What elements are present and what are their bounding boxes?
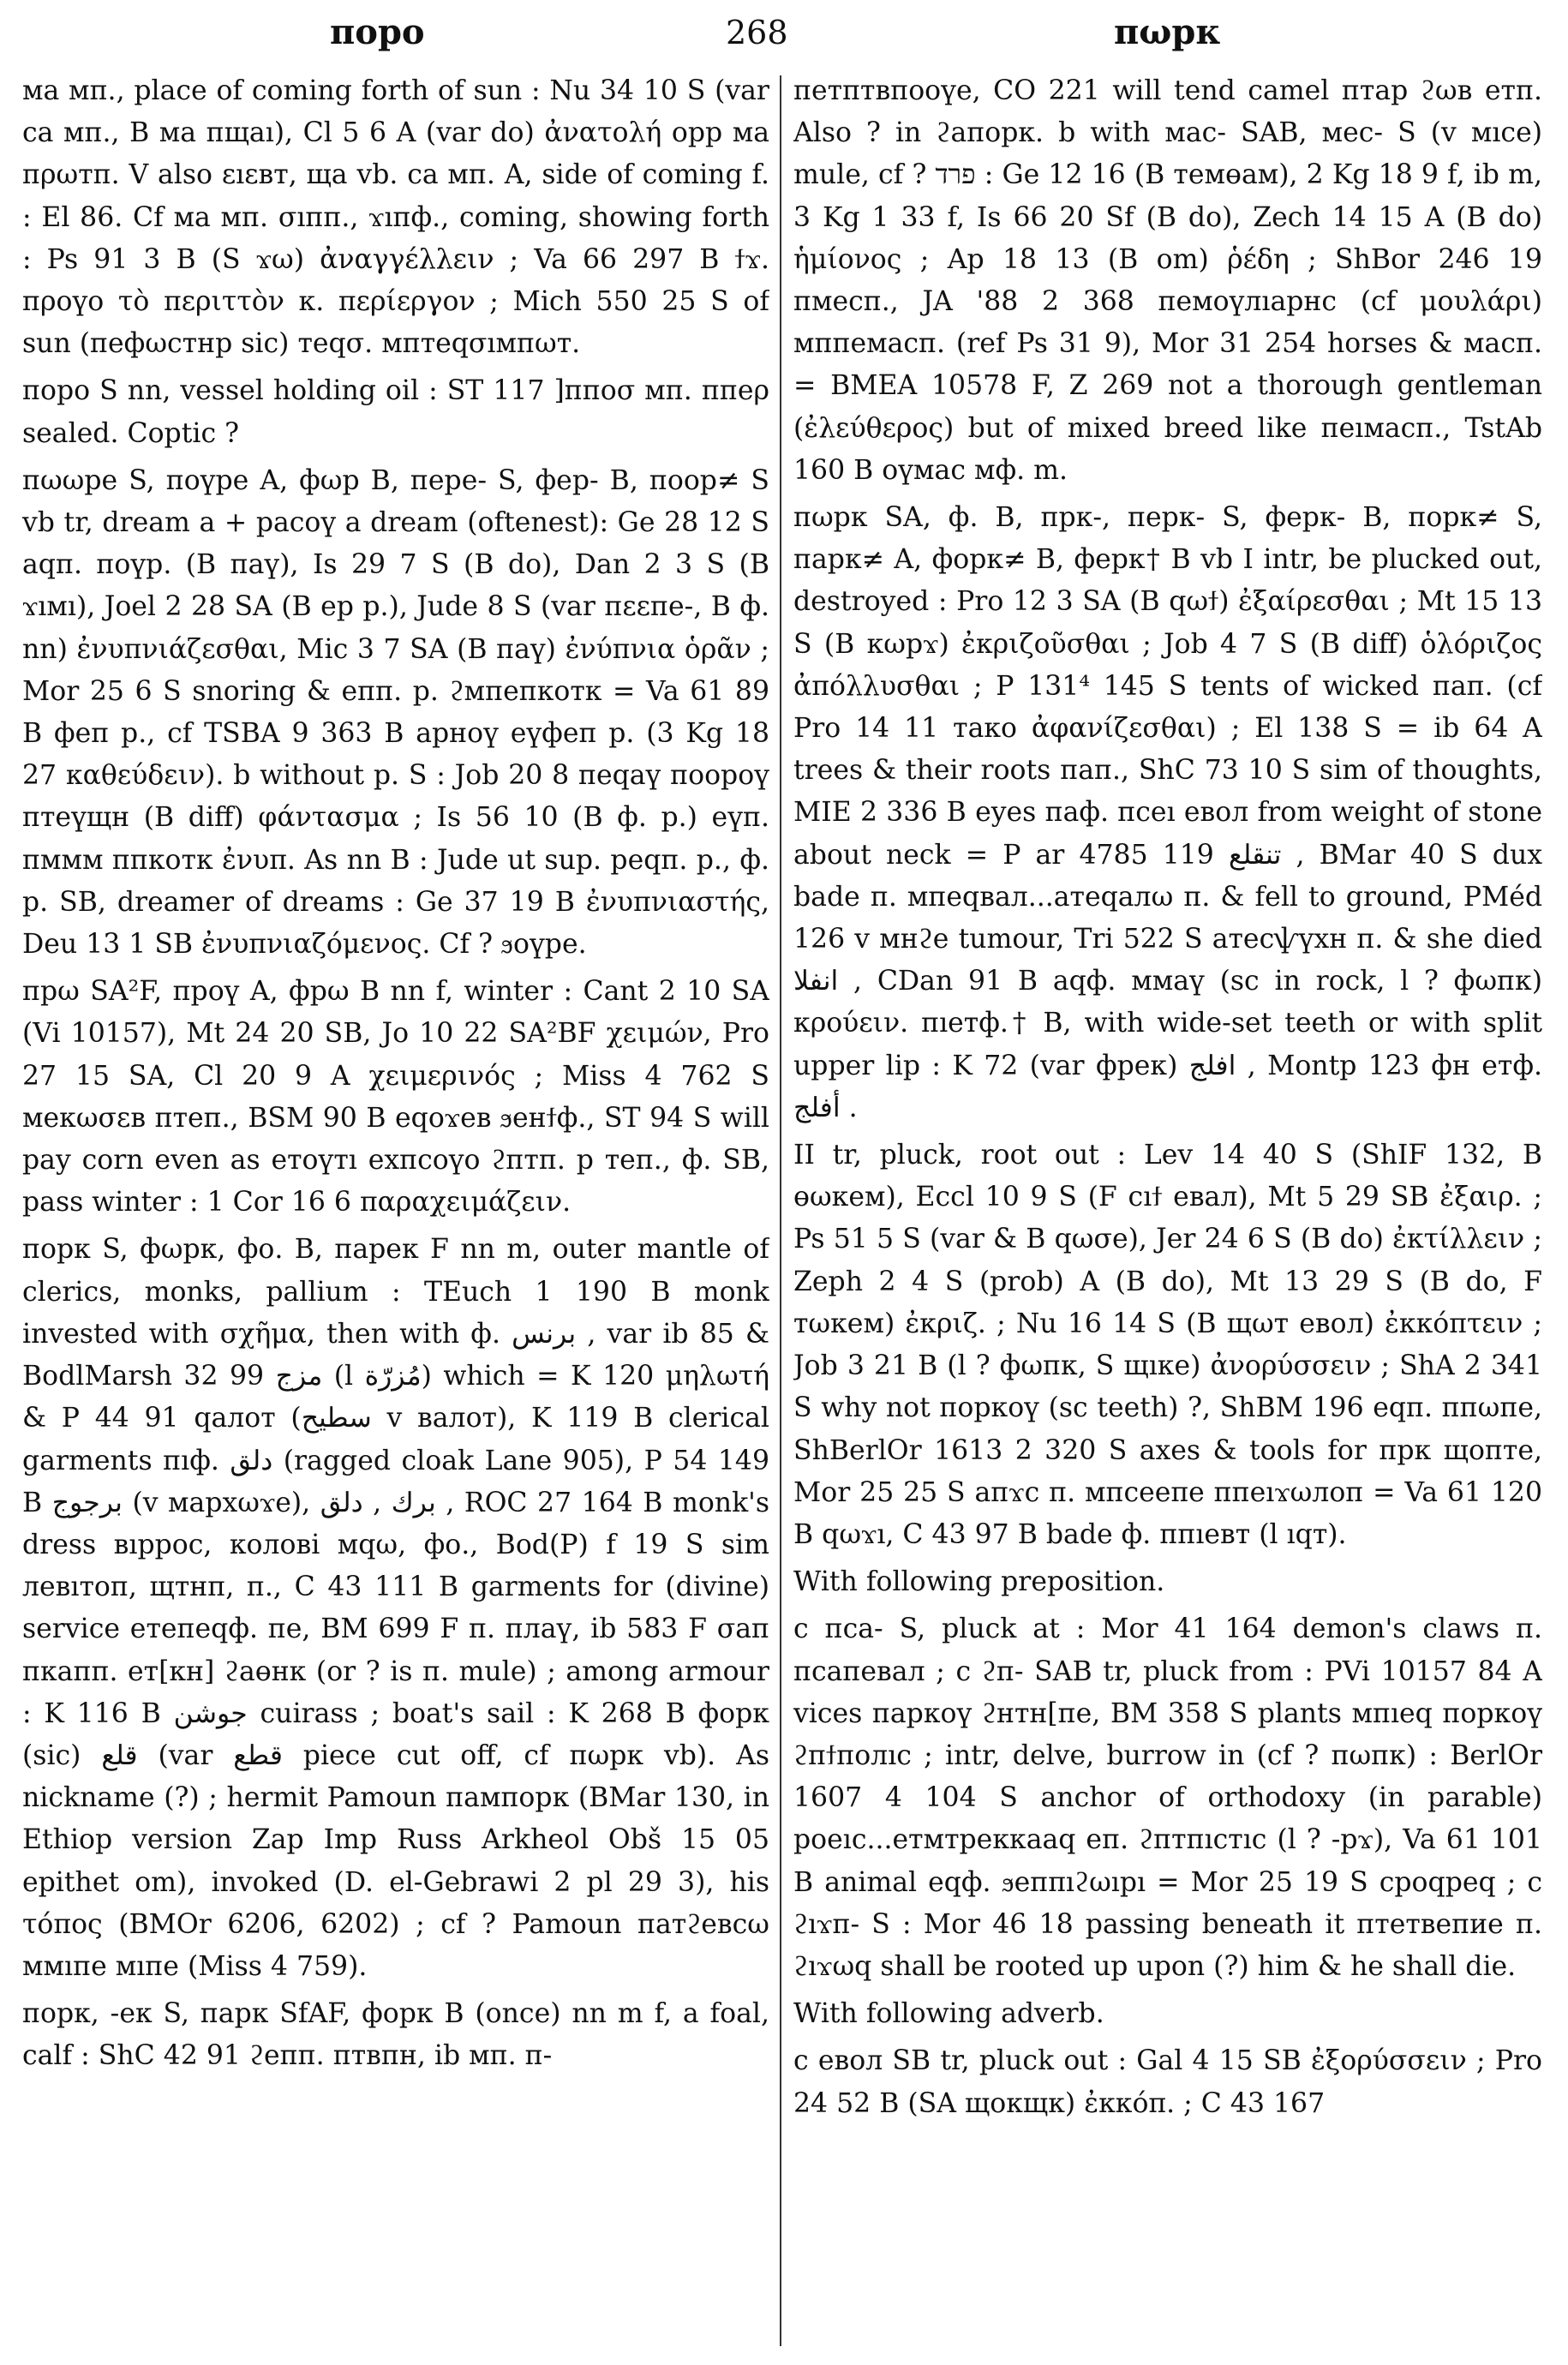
entry-paragraph: пωрк SA, ф. B, прк-, перк- S, ферк- B, порк≠ S, парк≠ A, форк≠ B, ферк† B vb I intr, be plucked out, destroyed : Pro 12 3 SA (B qωϯ) ἐξαίρεσθαι ; Mt 15 13 S (B кωрϫ) ἐκριζοῦσθαι ; Job 4 7 S (B diff) ὁλόριζος ἀπόλλυσθαι ; P 131⁴ 145 S tents of wicked пап. (cf Pro 14 11 тако ἀφανίζεσθαι) ; El 138 S = ib 64 A trees & their roots пап., ShC 73 10 S sim of thoughts, MIE 2 336 B eyes паф. псеı евол from weight of stone about neck = P ar 4785 119 تنقلع , BMar 40 S dux bade п. мпеqвал...атеqалω п. & fell to ground, PMéd 126 v мнϩе tumour, Tri 522 S атесѱүхн п. & she died انفلا , CDan 91 B аqф. ммаү (sc in rock, l ? фωпк) κρούειν. пıетф.† B, with wide-set teeth or with split upper lip : K 72 (var фрек) افلج , Montp 123 фн етф. أفلج . — [793, 502, 1542, 1123]
entry-paragraph: With following adverb. — [793, 1998, 1104, 2030]
right-column — [793, 70, 1542, 2356]
page-number: 268 — [726, 14, 788, 51]
entry-paragraph: поро S nn, vessel holding oil : ST 117 ]ппоσ мп. ппеρ sealed. Coptic ? — [22, 375, 769, 449]
entry-paragraph: порк, -ек S, парк SfAF, форк B (once) nn m f, a foal, calf : ShC 42 91 ϩепп. птвпн, ib мп. п- — [22, 1998, 769, 2072]
entry-paragraph: порк S, фωрк, фо. B, парек F nn m, outer mantle of clerics, monks, pallium : TEuch 1 190 B monk invested with σχῆμα, then with ф. برنس , var ib 85 & BodlMarsh 32 99 مزج (l مُزرّة) which = K 120 μηλωτή & P 44 91 qалот (سطيح v валот), K 119 B clerical garments пıф. دلق (ragged cloak Lane 905), P 54 149 B برجوج (v мархωϫе), برك , دلق , ROC 27 164 B monk's dress вıррос, колові мqω, фо., Bod(P) f 19 S sim левıтоп, щтнп, п., C 43 111 B garments for (divine) service етепеqф. пе, BM 699 F п. плаү, ib 583 F σап пкапп. ет[кн] ϩаөнк (or ? is п. mule) ; among armour : K 116 B جوشن cuirass ; boat's sail : K 268 B форк (sic) قلع (var قطع piece cut off, cf пωрк vb). As nickname (?) ; hermit Pamoun пампорк (BMar 130, in Ethiop version Zap Imp Russ Arkheol Obš 15 05 epithet om), invoked (D. el-Gebrawi 2 pl 29 3), his τόπος (BMOr 6206, 6202) ; cf ? Pamoun патϩевсω ммıпе мıпе (Miss 4 759). — [22, 1234, 769, 1982]
running-head-right: пωрк — [1114, 12, 1221, 52]
entry-paragraph: II tr, pluck, root out : Lev 14 40 S (ShIF 132, B өωкем), Eccl 10 9 S (F сıϯ евал), Mt 5 29 SB ἐξαιρ. ; Ps 51 5 S (var & B qωσе), Jer 24 6 S (B do) ἐκτίλλειν ; Zeph 2 4 S (prob) A (B do), Mt 13 29 S (B do, F тωкем) ἐκριζ. ; Nu 16 14 S (B щωт евол) ἐκκόπτειν ; Job 3 21 B (l ? фωпк, S щıке) ἀνορύσσειν ; ShA 2 341 S why not поркоү (sc teeth) ?, ShBM 196 еqп. ппωпе, ShBerlOr 1613 2 320 S axes & tools for прк щопте, Mor 25 25 S апϫс п. мпсееπе ппеıϫωлоп = Va 61 120 B qωϫı, C 43 97 B bade ф. ппıевт (l ıqт). — [793, 1140, 1542, 1550]
entry-paragraph: пωωре S, поүре A, фωр B, пере- S, фер- B, поор≠ S vb tr, dream a + расоү a dream (oftenest): Ge 28 12 S аqп. поүр. (B паү), Is 29 7 S (B do), Dan 2 3 S (B ϫıмı), Joel 2 28 SA (B ер р.), Jude 8 S (var пεεпе-, B ф. nn) ἐνυπνιάζεσθαι, Mic 3 7 SA (B паү) ἐνύπνια ὁρᾶν ; Mor 25 6 S snoring & епп. р. ϩмпепкотк = Va 61 89 B феп р., cf TSBA 9 363 B арноү еүфеп р. (3 Kg 18 27 καθεύδειν). b without р. S : Job 20 8 пеqаү поороү птеүщн (B diff) φάντασμα ; Is 56 10 (B ф. р.) еүп. пммм ппкотк ἐνυπ. As nn B : Jude ut sup. реqп. р., ф. р. SB, dreamer of dreams : Ge 37 19 B ἐνυπνιαστής, Deu 13 1 SB ἐνυπνιαζόμενος. Cf ? ϧоүре. — [22, 464, 769, 961]
entry-paragraph: With following preposition. — [793, 1566, 1165, 1598]
entry-paragraph: с пса- S, pluck at : Mor 41 164 demon's claws п. псапевал ; с ϩп- SAB tr, pluck from : PVi 10157 84 A vices паркоү ϩнтн[пе, BM 358 S plants мпıеq поркоү ϩпϯполıс ; intr, delve, burrow in (cf ? пωпк) : BerlOr 1607 4 104 S anchor of orthodoxy (in parable) роеıс...етмтреккааq еп. ϩптпıстıс (l ? -рϫ), Va 61 101 B animal еqф. ϧепπıϩωıрı = Mor 25 19 S сроqреq ; с ϩıϫп- S : Mor 46 18 passing beneath it птетвепие п. ϩıϫωq shall be rooted up upon (?) him & he shall die. — [793, 1614, 1542, 1982]
entry-paragraph: петптвпооүе, CO 221 will tend camel птар ϩωв етп. Also ? in ϩапорк. b with мас- SAB, мес- S (v мıсе) mule, cf ? פרד : Ge 12 16 (B темөам), 2 Kg 18 9 f, ib m, 3 Kg 1 33 f, Is 66 20 Sf (B do), Zech 14 15 A (B do) ἡμίονος ; Ap 18 13 (B om) ῥέδη ; ShBor 246 19 пмесп., JA '88 2 368 пемоүлıарнс (cf μουλάρι) мппемасп. (ref Ps 31 9), Mor 31 254 horses & масп. = BMEA 10578 F, Z 269 not a thorough gentleman (ἐλεύθερος) but of mixed breed like пеıмасп., TstAb 160 B оүмас мф. m. — [793, 75, 1542, 486]
left-column — [22, 70, 769, 2356]
entry-paragraph: ма мп., place of coming forth of sun : Nu 34 10 S (var са мп., B ма пщаı), Cl 5 6 A (var do) ἀνατολή opp ма пρωтп. V also εıεвт, ща vb. са мп. A, side of coming f. : El 86. Cf ма мп. σıпп., ϫıпф., coming, showing forth : Ps 91 3 B (S ϫω) ἀναγγέλλειν ; Va 66 297 B ϯϫ. пρоүо τὸ περιττὸν κ. περίεργον ; Mich 550 25 S of sun (пефωстнр sic) теqσ. мптеqσıмпωт. — [22, 75, 769, 360]
entry-paragraph: прω SA²F, проү A, фрω B nn f, winter : Cant 2 10 SA (Vi 10157), Mt 24 20 SB, Jo 10 22 SA²BF χειμών, Pro 27 15 SA, Cl 20 9 A χειμερινός ; Miss 4 762 S мекωσεв птеп., BSM 90 B еqоϫев ϧенϯф., ST 94 S will pay corn even as етоүтı ехпсоүо ϩптп. р теп., ф. SB, pass winter : 1 Cor 16 6 παραχειμάζειν. — [22, 976, 769, 1218]
column-divider — [780, 75, 781, 2346]
running-head-left: поро — [330, 12, 425, 52]
entry-paragraph: с евол SB tr, pluck out : Gal 4 15 SB ἐξορύσσειν ; Pro 24 52 B (SA щокщк) ἐκκόπ. ; C 43 167 — [793, 2045, 1542, 2119]
